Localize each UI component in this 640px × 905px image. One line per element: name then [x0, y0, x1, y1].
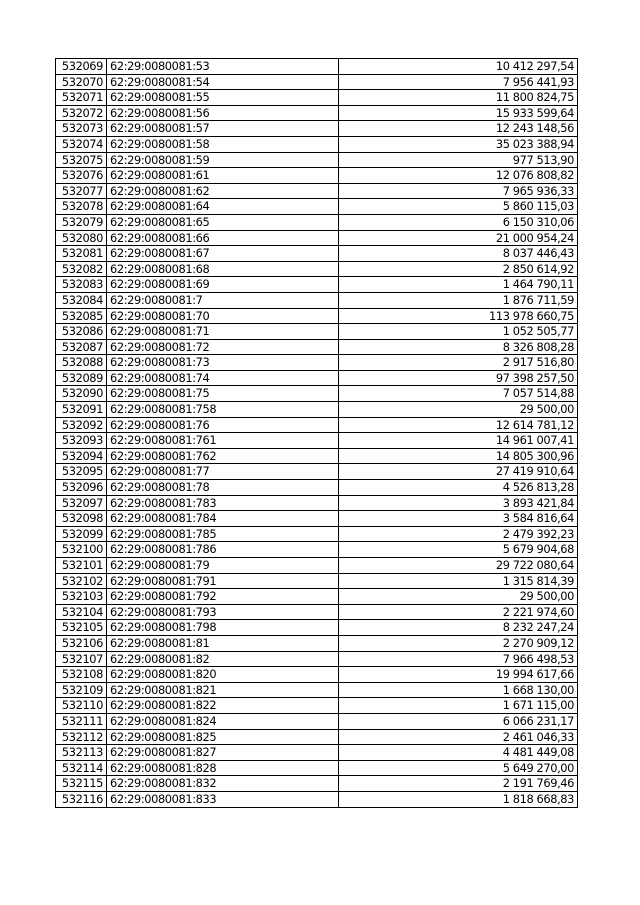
- cadastral-value-cell: 1 818 668,83: [339, 791, 578, 807]
- table-row: [56, 230, 578, 246]
- row-number-cell: 532084: [56, 292, 107, 308]
- cadastral-number-cell: 62:29:0080081:833: [107, 791, 339, 807]
- row-number-cell: 532116: [56, 791, 107, 807]
- cadastral-value-cell: 8 232 247,24: [339, 620, 578, 636]
- row-number-cell: 532085: [56, 308, 107, 324]
- table-row: [56, 495, 578, 511]
- cadastral-number-cell: 62:29:0080081:67: [107, 246, 339, 262]
- row-number-cell: 532071: [56, 90, 107, 106]
- cadastral-value-cell: 3 893 421,84: [339, 495, 578, 511]
- cadastral-number-cell: 62:29:0080081:758: [107, 402, 339, 418]
- row-number-cell: 532094: [56, 448, 107, 464]
- row-number-cell: 532093: [56, 433, 107, 449]
- cadastral-number-cell: 62:29:0080081:69: [107, 277, 339, 293]
- table-row: [56, 339, 578, 355]
- cadastral-number-cell: 62:29:0080081:64: [107, 199, 339, 215]
- cadastral-number-cell: 62:29:0080081:55: [107, 90, 339, 106]
- table-row: [56, 199, 578, 215]
- row-number-cell: 532070: [56, 74, 107, 90]
- cadastral-value-cell: 12 243 148,56: [339, 121, 578, 137]
- cadastral-number-cell: 62:29:0080081:65: [107, 214, 339, 230]
- row-number-cell: 532080: [56, 230, 107, 246]
- cadastral-value-cell: 2 221 974,60: [339, 604, 578, 620]
- cadastral-value-cell: 7 965 936,33: [339, 183, 578, 199]
- cadastral-value-cell: 2 917 516,80: [339, 355, 578, 371]
- table-row: [56, 90, 578, 106]
- cadastral-value-cell: 5 679 904,68: [339, 542, 578, 558]
- cadastral-value-cell: 7 057 514,88: [339, 386, 578, 402]
- cadastral-value-cell: 15 933 599,64: [339, 105, 578, 121]
- row-number-cell: 532115: [56, 776, 107, 792]
- cadastral-number-cell: 62:29:0080081:82: [107, 651, 339, 667]
- table-row: [56, 136, 578, 152]
- row-number-cell: 532091: [56, 402, 107, 418]
- cadastral-number-cell: 62:29:0080081:761: [107, 433, 339, 449]
- cadastral-number-cell: 62:29:0080081:784: [107, 511, 339, 527]
- row-number-cell: 532095: [56, 464, 107, 480]
- cadastral-value-cell: 29 722 080,64: [339, 558, 578, 574]
- row-number-cell: 532087: [56, 339, 107, 355]
- table-row: [56, 526, 578, 542]
- row-number-cell: 532092: [56, 417, 107, 433]
- table-row: [56, 74, 578, 90]
- cadastral-value-cell: 21 000 954,24: [339, 230, 578, 246]
- table-row: [56, 620, 578, 636]
- row-number-cell: 532098: [56, 511, 107, 527]
- row-number-cell: 532112: [56, 729, 107, 745]
- table-row: [56, 168, 578, 184]
- row-number-cell: 532090: [56, 386, 107, 402]
- cadastral-number-cell: 62:29:0080081:798: [107, 620, 339, 636]
- table-row: [56, 745, 578, 761]
- table-row: [56, 308, 578, 324]
- cadastral-number-cell: 62:29:0080081:54: [107, 74, 339, 90]
- table-row: [56, 698, 578, 714]
- cadastral-value-cell: 5 649 270,00: [339, 760, 578, 776]
- cadastral-value-cell: 7 966 498,53: [339, 651, 578, 667]
- row-number-cell: 532114: [56, 760, 107, 776]
- cadastral-number-cell: 62:29:0080081:58: [107, 136, 339, 152]
- cadastral-value-cell: 1 315 814,39: [339, 573, 578, 589]
- cadastral-number-cell: 62:29:0080081:820: [107, 667, 339, 683]
- row-number-cell: 532097: [56, 495, 107, 511]
- cadastral-number-cell: 62:29:0080081:825: [107, 729, 339, 745]
- row-number-cell: 532109: [56, 682, 107, 698]
- cadastral-number-cell: 62:29:0080081:7: [107, 292, 339, 308]
- table-row: [56, 292, 578, 308]
- cadastral-value-cell: 8 326 808,28: [339, 339, 578, 355]
- cadastral-number-cell: 62:29:0080081:74: [107, 370, 339, 386]
- row-number-cell: 532111: [56, 713, 107, 729]
- row-number-cell: 532075: [56, 152, 107, 168]
- table-row: [56, 152, 578, 168]
- table-row: [56, 370, 578, 386]
- cadastral-value-cell: 2 479 392,23: [339, 526, 578, 542]
- table-row: [56, 589, 578, 605]
- cadastral-number-cell: 62:29:0080081:61: [107, 168, 339, 184]
- row-number-cell: 532100: [56, 542, 107, 558]
- table-row: [56, 214, 578, 230]
- cadastral-number-cell: 62:29:0080081:762: [107, 448, 339, 464]
- cadastral-number-cell: 62:29:0080081:828: [107, 760, 339, 776]
- cadastral-number-cell: 62:29:0080081:79: [107, 558, 339, 574]
- cadastral-number-cell: 62:29:0080081:70: [107, 308, 339, 324]
- cadastral-value-cell: 113 978 660,75: [339, 308, 578, 324]
- cadastral-value-cell: 10 412 297,54: [339, 59, 578, 75]
- table-row: [56, 59, 578, 75]
- cadastral-number-cell: 62:29:0080081:53: [107, 59, 339, 75]
- cadastral-value-cell: 14 805 300,96: [339, 448, 578, 464]
- cadastral-number-cell: 62:29:0080081:62: [107, 183, 339, 199]
- cadastral-value-cell: 2 191 769,46: [339, 776, 578, 792]
- row-number-cell: 532102: [56, 573, 107, 589]
- row-number-cell: 532104: [56, 604, 107, 620]
- cadastral-number-cell: 62:29:0080081:792: [107, 589, 339, 605]
- table-row: [56, 105, 578, 121]
- row-number-cell: 532106: [56, 635, 107, 651]
- cadastral-number-cell: 62:29:0080081:73: [107, 355, 339, 371]
- table-row: [56, 682, 578, 698]
- cadastral-value-cell: 12 614 781,12: [339, 417, 578, 433]
- cadastral-number-cell: 62:29:0080081:827: [107, 745, 339, 761]
- cadastral-value-cell: 1 052 505,77: [339, 324, 578, 340]
- cadastral-value-cell: 29 500,00: [339, 402, 578, 418]
- cadastral-number-cell: 62:29:0080081:822: [107, 698, 339, 714]
- cadastral-number-cell: 62:29:0080081:78: [107, 480, 339, 496]
- cadastral-number-cell: 62:29:0080081:71: [107, 324, 339, 340]
- cadastral-number-cell: 62:29:0080081:785: [107, 526, 339, 542]
- cadastral-number-cell: 62:29:0080081:77: [107, 464, 339, 480]
- cadastral-number-cell: 62:29:0080081:72: [107, 339, 339, 355]
- cadastral-value-cell: 6 150 310,06: [339, 214, 578, 230]
- table-row: [56, 277, 578, 293]
- table-row: [56, 402, 578, 418]
- table-row: [56, 729, 578, 745]
- row-number-cell: 532073: [56, 121, 107, 137]
- cadastral-number-cell: 62:29:0080081:824: [107, 713, 339, 729]
- table-row: [56, 448, 578, 464]
- row-number-cell: 532105: [56, 620, 107, 636]
- row-number-cell: 532088: [56, 355, 107, 371]
- table-row: [56, 713, 578, 729]
- cadastral-value-cell: 5 860 115,03: [339, 199, 578, 215]
- cadastral-value-cell: 8 037 446,43: [339, 246, 578, 262]
- row-number-cell: 532069: [56, 59, 107, 75]
- cadastral-value-cell: 977 513,90: [339, 152, 578, 168]
- cadastral-number-cell: 62:29:0080081:76: [107, 417, 339, 433]
- row-number-cell: 532099: [56, 526, 107, 542]
- row-number-cell: 532096: [56, 480, 107, 496]
- row-number-cell: 532082: [56, 261, 107, 277]
- table-row: [56, 386, 578, 402]
- row-number-cell: 532086: [56, 324, 107, 340]
- cadastral-value-cell: 1 668 130,00: [339, 682, 578, 698]
- cadastral-value-cell: 7 956 441,93: [339, 74, 578, 90]
- table-row: [56, 776, 578, 792]
- cadastral-number-cell: 62:29:0080081:81: [107, 635, 339, 651]
- table-row: [56, 542, 578, 558]
- cadastral-number-cell: 62:29:0080081:59: [107, 152, 339, 168]
- table-row: [56, 651, 578, 667]
- table-row: [56, 791, 578, 807]
- table-row: [56, 604, 578, 620]
- table-row: [56, 464, 578, 480]
- row-number-cell: 532077: [56, 183, 107, 199]
- table-row: [56, 121, 578, 137]
- row-number-cell: 532107: [56, 651, 107, 667]
- cadastral-number-cell: 62:29:0080081:783: [107, 495, 339, 511]
- cadastral-value-cell: 27 419 910,64: [339, 464, 578, 480]
- cadastral-value-cell: 12 076 808,82: [339, 168, 578, 184]
- row-number-cell: 532074: [56, 136, 107, 152]
- table-row: [56, 183, 578, 199]
- table-row: [56, 480, 578, 496]
- table-row: [56, 511, 578, 527]
- cadastral-value-cell: 97 398 257,50: [339, 370, 578, 386]
- row-number-cell: 532076: [56, 168, 107, 184]
- cadastral-value-cell: 4 481 449,08: [339, 745, 578, 761]
- table-row: [56, 667, 578, 683]
- cadastral-value-cell: 2 850 614,92: [339, 261, 578, 277]
- row-number-cell: 532079: [56, 214, 107, 230]
- row-number-cell: 532113: [56, 745, 107, 761]
- cadastral-value-cell: 1 876 711,59: [339, 292, 578, 308]
- cadastral-number-cell: 62:29:0080081:821: [107, 682, 339, 698]
- row-number-cell: 532083: [56, 277, 107, 293]
- cadastral-value-cell: 6 066 231,17: [339, 713, 578, 729]
- row-number-cell: 532101: [56, 558, 107, 574]
- row-number-cell: 532108: [56, 667, 107, 683]
- row-number-cell: 532089: [56, 370, 107, 386]
- cadastral-value-cell: 1 671 115,00: [339, 698, 578, 714]
- cadastral-number-cell: 62:29:0080081:75: [107, 386, 339, 402]
- cadastral-value-cell: 19 994 617,66: [339, 667, 578, 683]
- table-row: [56, 324, 578, 340]
- row-number-cell: 532081: [56, 246, 107, 262]
- cadastral-value-cell: 29 500,00: [339, 589, 578, 605]
- table-row: [56, 573, 578, 589]
- cadastral-number-cell: 62:29:0080081:786: [107, 542, 339, 558]
- row-number-cell: 532110: [56, 698, 107, 714]
- table-row: [56, 635, 578, 651]
- cadastral-number-cell: 62:29:0080081:56: [107, 105, 339, 121]
- cadastral-value-cell: 14 961 007,41: [339, 433, 578, 449]
- cadastral-value-cell: 1 464 790,11: [339, 277, 578, 293]
- table-body: [56, 59, 578, 808]
- cadastral-value-cell: 3 584 816,64: [339, 511, 578, 527]
- table-row: [56, 760, 578, 776]
- table-row: [56, 433, 578, 449]
- table-row: [56, 355, 578, 371]
- cadastral-value-cell: 11 800 824,75: [339, 90, 578, 106]
- cadastral-number-cell: 62:29:0080081:832: [107, 776, 339, 792]
- cadastral-value-cell: 2 461 046,33: [339, 729, 578, 745]
- table-row: [56, 417, 578, 433]
- row-number-cell: 532078: [56, 199, 107, 215]
- row-number-cell: 532103: [56, 589, 107, 605]
- table-row: [56, 246, 578, 262]
- cadastral-value-table: [55, 58, 578, 808]
- cadastral-number-cell: 62:29:0080081:57: [107, 121, 339, 137]
- cadastral-number-cell: 62:29:0080081:68: [107, 261, 339, 277]
- table-row: [56, 558, 578, 574]
- cadastral-number-cell: 62:29:0080081:66: [107, 230, 339, 246]
- table-row: [56, 261, 578, 277]
- cadastral-value-cell: 2 270 909,12: [339, 635, 578, 651]
- cadastral-value-cell: 35 023 388,94: [339, 136, 578, 152]
- cadastral-number-cell: 62:29:0080081:791: [107, 573, 339, 589]
- cadastral-number-cell: 62:29:0080081:793: [107, 604, 339, 620]
- row-number-cell: 532072: [56, 105, 107, 121]
- cadastral-value-cell: 4 526 813,28: [339, 480, 578, 496]
